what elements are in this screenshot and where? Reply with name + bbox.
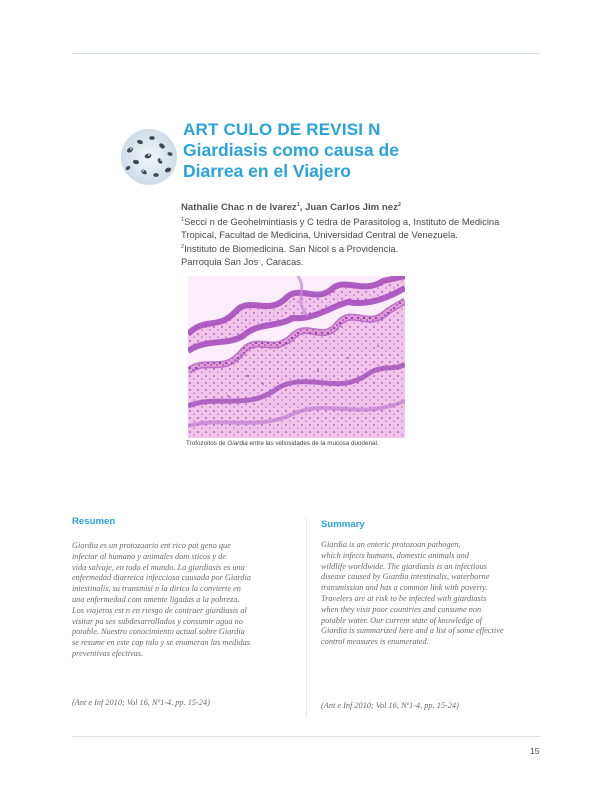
- column-divider: [306, 518, 307, 718]
- affiliation-2-line-1: Instituto de Biomedicina. San Nicol s a Providencia.: [184, 243, 399, 255]
- affiliation-1-cont: Tropical, Facultad de Medicina, Universidad Central de Venezuela.: [181, 229, 458, 241]
- histology-micrograph: [188, 276, 405, 438]
- resumen-citation: (Ant e Inf 2010; Vol 16, Nº1-4, pp. 15-24): [72, 698, 210, 707]
- author-1-sup: 1: [296, 202, 300, 208]
- affiliation-2-cont: Parroquia San Jos , Caracas.: [181, 256, 304, 268]
- caption-text-end: entre las vellosidades de la mucosa duodenal.: [247, 440, 379, 447]
- caption-genus: Giardia: [227, 440, 248, 447]
- author-2-sup: 2: [397, 202, 401, 208]
- article-title-line-2: Diarrea en el Viajero: [183, 161, 351, 181]
- author-1: Nathalie Chac n de lvarez: [181, 202, 297, 214]
- summary-heading: Summary: [321, 519, 365, 530]
- author-2: , Juan Carlos Jim nez: [299, 202, 398, 214]
- top-rule: [72, 53, 540, 54]
- summary-citation: (Ant e Inf 2010; Vol 16, Nº1-4, pp. 15-24): [321, 701, 459, 710]
- article-title-line-1: Giardiasis como causa de: [183, 140, 399, 160]
- summary-column: [321, 516, 541, 648]
- author-block: [181, 199, 541, 268]
- affiliation-2-sup: 2: [181, 244, 185, 251]
- bottom-rule: [72, 736, 540, 737]
- resumen-column: [72, 516, 292, 660]
- affiliation-1-sup: 1: [181, 217, 185, 224]
- author-names: [181, 199, 541, 214]
- resumen-heading: Resumen: [72, 516, 116, 527]
- caption-text-start: Trofozoitos de: [186, 440, 228, 447]
- page-number: 15: [530, 746, 540, 756]
- affiliation-1: [181, 214, 541, 228]
- figure-caption: [186, 440, 416, 447]
- journal-logo-icon: [118, 128, 180, 186]
- article-type-label: ART CULO DE REVISI N: [183, 120, 381, 139]
- summary-text: Giardia is an enteric protozoan pathogen, which infects humans, domestic animals and wildlife worldwide. The giardiasis is an infectious disease caused by Giardia intestinalis, waterborne transmission and has a common link with poverty. Travelers are at risk to be infected with giardiasis when they visit poor countries and consume non potable water. Our current state of knowledge of Giardia is summarized here and a list of some effective control measures is enumerated.: [321, 540, 504, 647]
- resumen-text: Giardia es un protozoario ent rico pat geno que infectar al humano y animales dom sticos y de vida salvaje, en todo el mundo. La giardiasis es una enfermedad diarreica infecciosa causada por Giardia intestinalis, su transmisi n la dirica la convierte en una enfermedad com nmente ligadas a la pobreza. Los viajeros est n en riesgo de contraer giardiasis al visitar pa ses subdesarrollados y consumir agua no potable. Nuestro conocimiento actual sobre Giardia se resume en este cap tulo y se enumeran las medidas preventivas efectivas.: [72, 541, 251, 658]
- title-block: [183, 120, 543, 182]
- affiliation-1-line-1: Secci n de Geohelmintiasis y C tedra de Parasitolog a, Instituto de Medicina: [184, 216, 500, 228]
- affiliation-2: [181, 241, 541, 255]
